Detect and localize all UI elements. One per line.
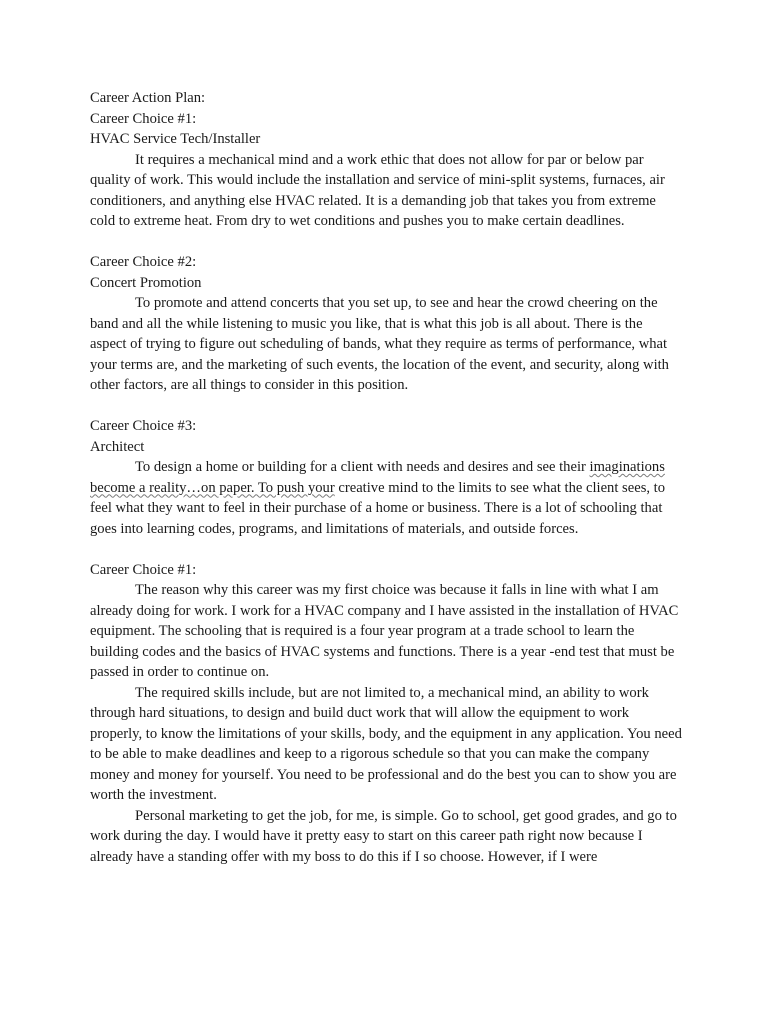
career-choice-1-label: Career Choice #1:: [90, 110, 197, 127]
spellcheck-marked-text: imaginations become a reality…on paper. To push your: [90, 459, 665, 496]
career-choice-1-paragraph: It requires a mechanical mind and a work ethic that does not allow for par or below par quality of work. This would include the installation and service of mini-split systems, furnaces, air conditioners, and anything else HVAC related. It is a demanding job that takes you from extreme cold to extreme heat. From dry to wet conditions and pushes you to make certain deadlines.: [90, 151, 665, 229]
blank-line: [90, 396, 682, 417]
career-choice-3-paragraph-start: To design a home or building for a client with needs and desires and see their: [135, 459, 586, 475]
career-choice-3-paragraph-end: creative mind to the limits to see what the client sees, to feel what they want to feel in their purchase of a home or business. There is a lot of schooling that goes into learning codes, programs, and limitations of materials, and outside forces.: [90, 479, 666, 537]
career-choice-3-paragraph: [90, 457, 682, 539]
career-choice-3-label: Career Choice #3:: [90, 418, 197, 434]
career-choice-1-title: HVAC Service Tech/Installer: [90, 131, 261, 147]
career-choice-2-label: Career Choice #2:: [90, 254, 197, 270]
blank-line: [90, 539, 682, 560]
document-body: [90, 88, 682, 867]
detail-paragraph-2: The required skills include, but are not limited to, a mechanical mind, an ability to work through hard situations, to design and build duct work that will allow the equipment to work properly, to know the limitations of your skills, body, and the equipment in any application. You need to be able to make deadlines and keep to a rigorous schedule so that you can make the company money and money for yourself. You need to be professional and do the best you can to show you are worth the investment.: [90, 684, 682, 803]
detail-paragraph-3: Personal marketing to get the job, for me, is simple. Go to school, get good grades, and go to work during the day. I would have it pretty easy to start on this career path right now because I already have a standing offer with my boss to do this if I so choose. However, if I were: [90, 807, 677, 865]
career-choice-3-title: Architect: [90, 438, 145, 455]
detail-label: Career Choice #1:: [90, 561, 197, 578]
blank-line: [90, 232, 682, 253]
career-choice-2-title: Concert Promotion: [90, 274, 202, 291]
career-choice-2-paragraph: To promote and attend concerts that you set up, to see and hear the crowd cheering on the band and all the while listening to music you like, that is what this job is all about. There is the aspect of trying to figure out scheduling of bands, what they require as terms of performance, what your terms are, and the marketing of such events, the location of the event, and security, along with other factors, are all things to consider in this position.: [90, 295, 669, 393]
document-heading: Career Action Plan:: [90, 90, 206, 106]
detail-paragraph-1: The reason why this career was my first choice was because it falls in line with what I am already doing for work. I work for a HVAC company and I have assisted in the installation of HVAC equipment. The schooling that is required is a four year program at a trade school to learn the building codes and the basics of HVAC systems and functions. There is a year -end test that must be passed in order to continue on.: [90, 582, 679, 680]
